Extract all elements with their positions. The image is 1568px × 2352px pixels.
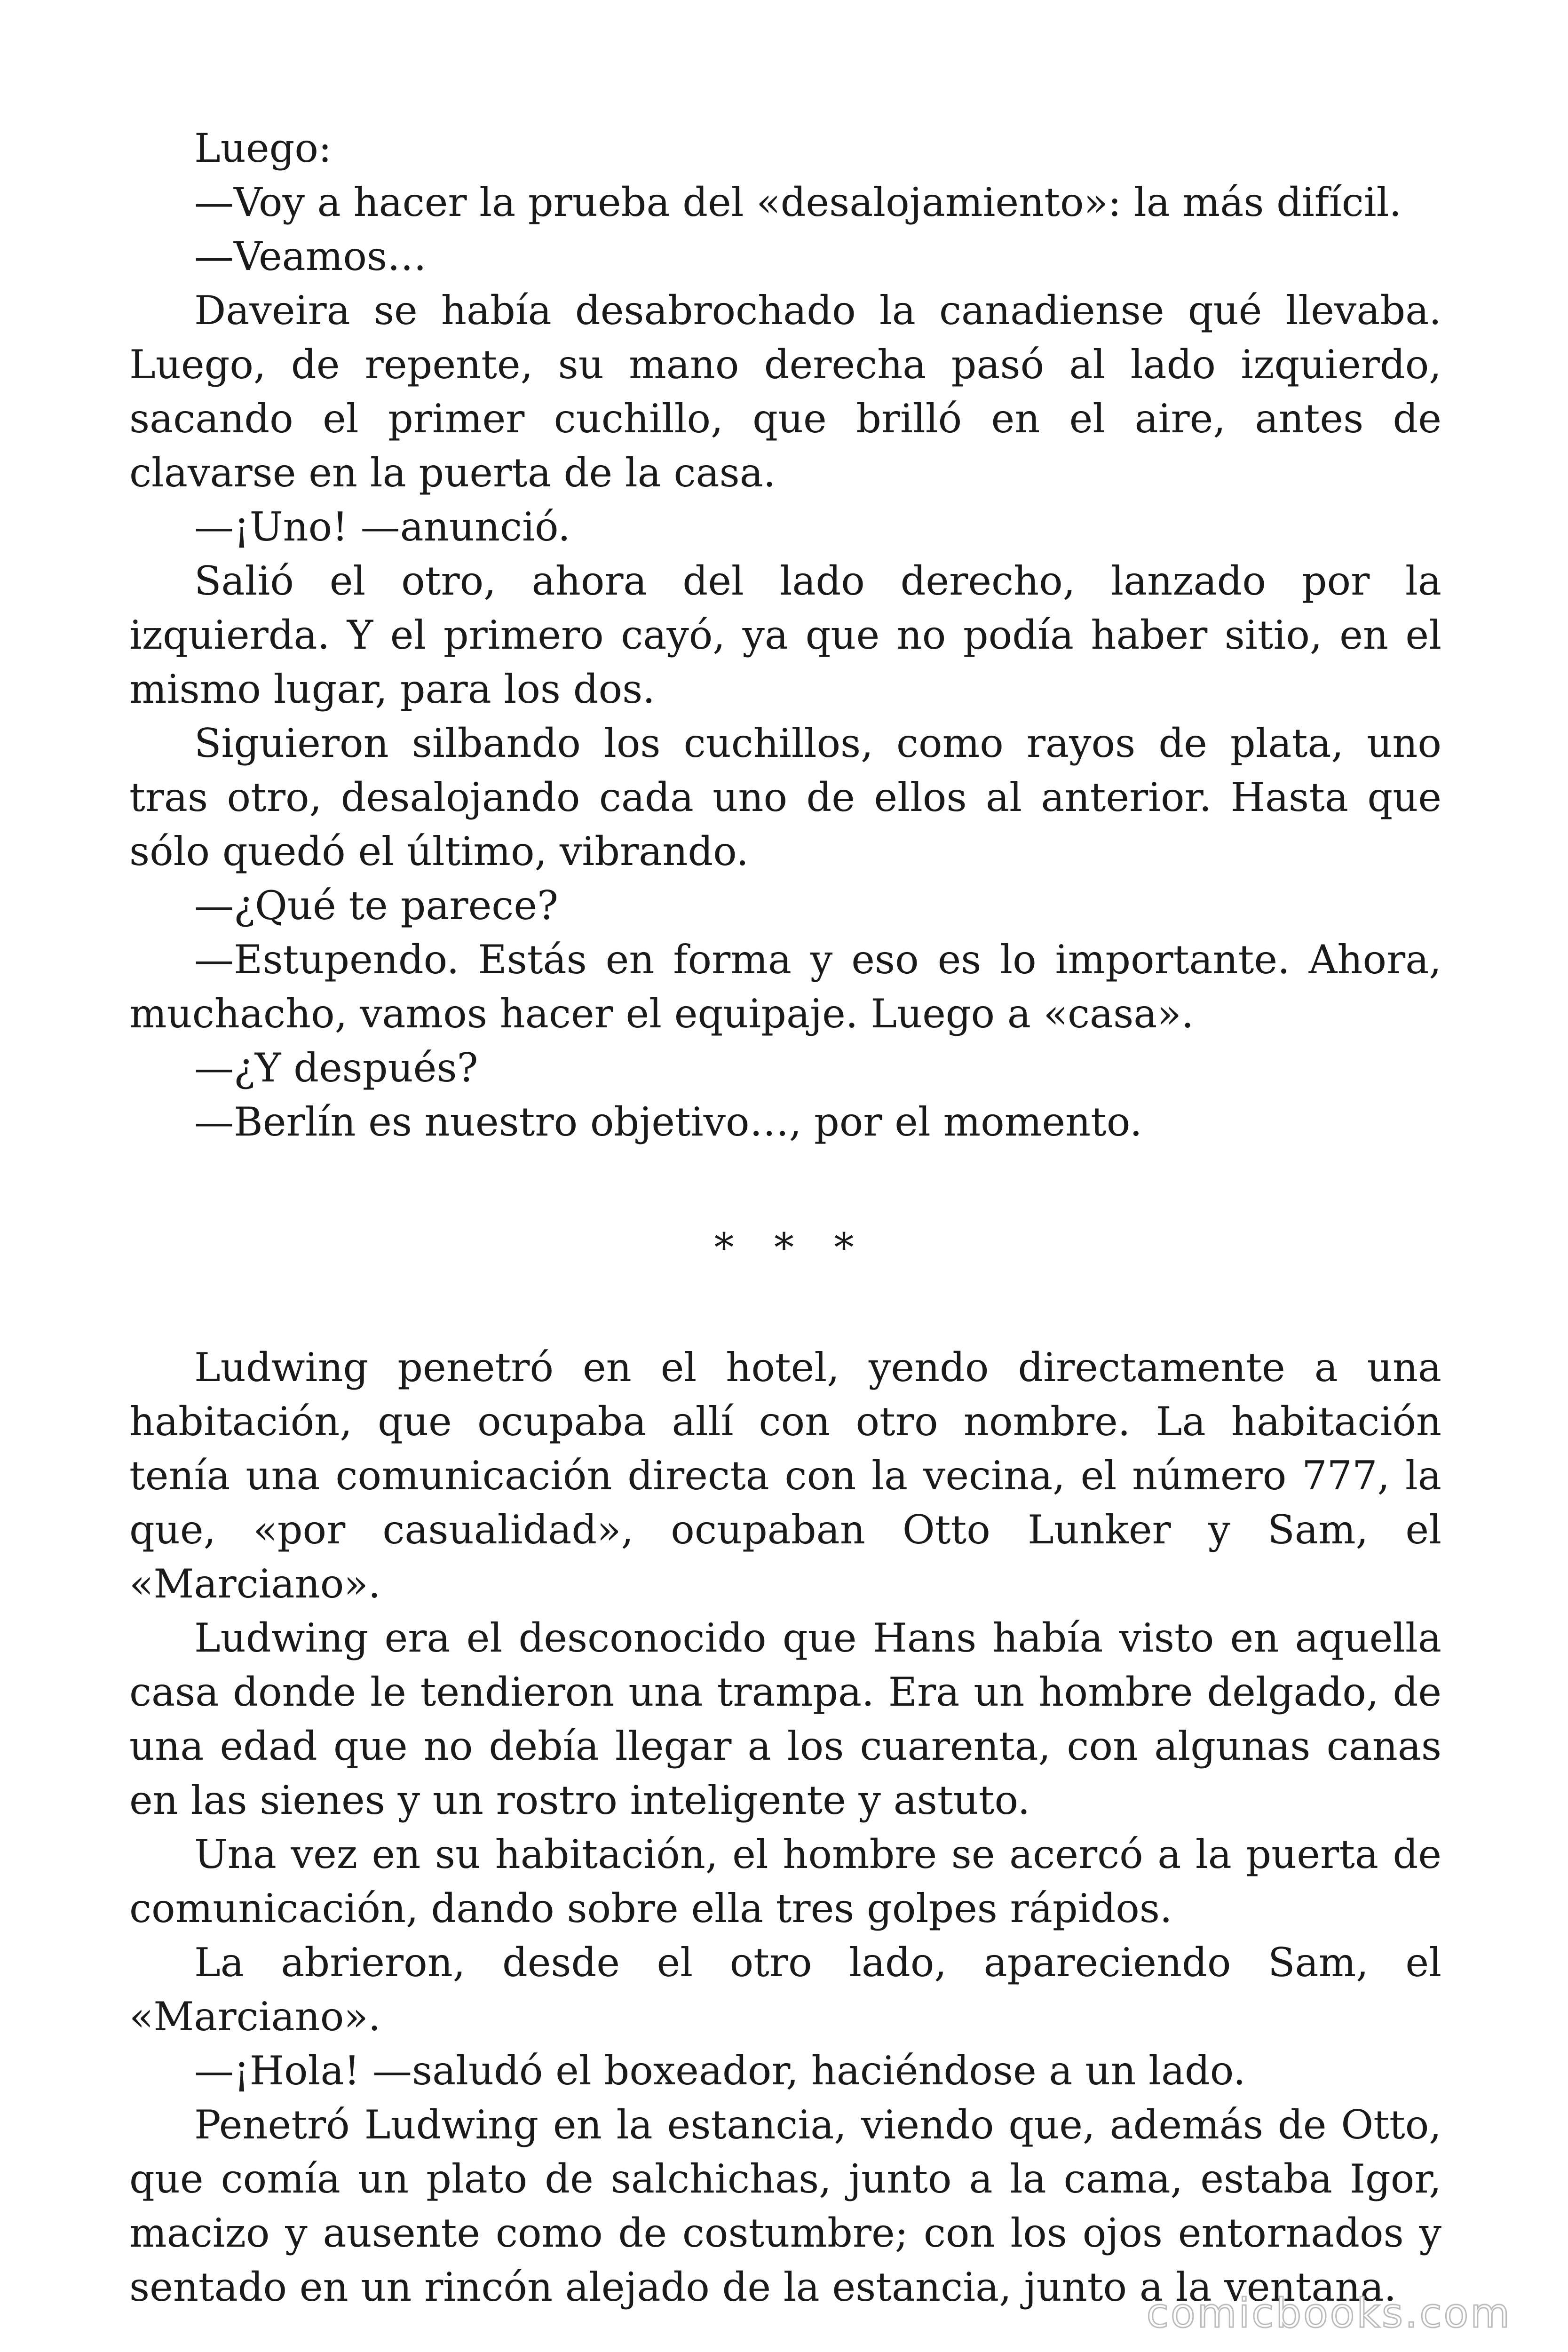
section-separator: * * * xyxy=(714,1224,868,1271)
paragraph: —Berlín es nuestro objetivo…, por el momento. xyxy=(194,1099,1142,1145)
paragraph: —¡Uno! —anunció. xyxy=(194,504,570,550)
paragraph: Salió el otro, ahora del lado derecho, lanzado por la izquierda. Y el primero cayó, ya que no podía haber sitio, en el mismo lugar, para los dos. xyxy=(129,558,1441,712)
text-block-after-separator xyxy=(129,1341,1441,2314)
paragraph: Daveira se había desabrochado la canadiense qué llevaba. Luego, de repente, su mano derecha pasó al lado izquierdo, sacando el primer cuchillo, que brilló en el aire, antes de clavarse en la puerta de la casa. xyxy=(129,287,1441,496)
paragraph: —Veamos… xyxy=(194,233,427,279)
text-block-before-separator xyxy=(129,121,1441,1149)
watermark: comicbooks.com xyxy=(1146,2290,1512,2337)
paragraph: Siguieron silbando los cuchillos, como rayos de plata, uno tras otro, desalojando cada uno de ellos al anterior. Hasta que sólo quedó el último, vibrando. xyxy=(129,720,1441,874)
paragraph: Una vez en su habitación, el hombre se acercó a la puerta de comunicación, dando sobre ella tres golpes rápidos. xyxy=(129,1831,1441,1931)
paragraph: Ludwing penetró en el hotel, yendo directamente a una habitación, que ocupaba allí con otro nombre. La habitación tenía una comunicación directa con la vecina, el número 777, la que, «por casualidad», ocupaban Otto Lunker y Sam, el «Marciano». xyxy=(129,1344,1441,1607)
paragraph: —Estupendo. Estás en forma y eso es lo importante. Ahora, muchacho, vamos hacer el equipaje. Luego a «casa». xyxy=(129,937,1441,1037)
paragraph: —¿Qué te parece? xyxy=(194,882,559,929)
paragraph: La abrieron, desde el otro lado, apareciendo Sam, el «Marciano». xyxy=(129,1939,1441,2040)
paragraph: —¡Hola! —saludó el boxeador, haciéndose a un lado. xyxy=(194,2048,1246,2094)
paragraph: Luego: xyxy=(194,125,332,171)
paragraph: Penetró Ludwing en la estancia, viendo que, además de Otto, que comía un plato de salchichas, junto a la cama, estaba Igor, macizo y ausente como de costumbre; con los ojos entornados y sentado en un rincón alejado de la estancia, junto a la ventana. xyxy=(129,2102,1441,2310)
paragraph: —Voy a hacer la prueba del «desalojamiento»: la más difícil. xyxy=(194,179,1402,225)
paragraph: —¿Y después? xyxy=(194,1045,478,1091)
paragraph: Ludwing era el desconocido que Hans había visto en aquella casa donde le tendieron una trampa. Era un hombre delgado, de una edad que no debía llegar a los cuarenta, con algunas canas en las sienes y un rostro inteligente y astuto. xyxy=(129,1615,1441,1823)
